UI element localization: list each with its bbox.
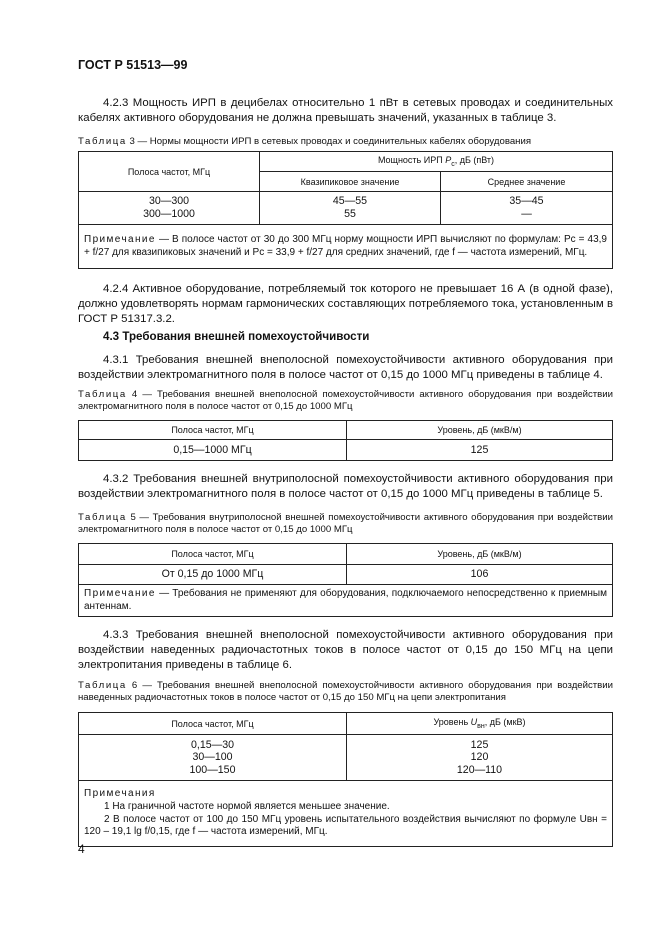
page-number: 4 <box>78 842 85 856</box>
table4 <box>78 420 613 461</box>
table4-caption-label: Таблица <box>78 389 127 400</box>
paragraph-4-2-3: 4.2.3 Мощность ИРП в децибелах относительно 1 пВт в сетевых проводах и соединительных кабелях активного оборудования не должна превышать значений, указанных в таблице 3. <box>78 97 613 125</box>
table3-band-cell <box>79 192 260 225</box>
table4-row <box>79 440 613 461</box>
table6-band-cell <box>79 735 347 781</box>
table6-header-level-var: U <box>470 717 478 728</box>
table5-band: От 0,15 до 1000 МГц <box>79 565 347 585</box>
table6-header-level <box>347 713 613 735</box>
table3-header-avg: Среднее значение <box>441 172 613 192</box>
table6-notes <box>79 781 613 847</box>
paragraph-4-3-3: 4.3.3 Требования внешней внеполосной помехоустойчивости активного оборудования при воздействии наведенных радиочастотных токов в полосе частот от 0,15 до 150 МГц на цепи электропитания приведены в таблице 6. <box>78 629 613 672</box>
table5-caption <box>78 512 613 537</box>
table3-header-power-suffix: , дБ (пВт) <box>454 155 495 166</box>
table3-quasi-cell <box>260 192 441 225</box>
table3-header-power-prefix: Мощность ИРП <box>377 155 446 166</box>
table6-level-value: 120 <box>470 751 489 764</box>
table3-caption-text: 3 — Нормы мощности ИРП в сетевых проводах и соединительных кабелях оборудования <box>129 136 532 147</box>
table4-level: 125 <box>347 440 613 461</box>
table6-level-cell <box>347 735 613 781</box>
table6-body-row <box>79 735 613 781</box>
table3-header-power <box>260 152 613 172</box>
table3-header-power-var: P <box>445 155 452 166</box>
table5-level: 106 <box>347 565 613 585</box>
table5-row <box>79 565 613 585</box>
paragraph-4-2-4: 4.2.4 Активное оборудование, потребляемый ток которого не превышает 16 А (в одной фазе), должно удовлетворять нормам гармонических составляющих потребляемого тока, установленным в ГОСТ Р 51317.3.2. <box>78 283 613 326</box>
table6-header-level-sub: вн <box>477 722 485 730</box>
table3-avg-value: 35—45 <box>509 195 544 208</box>
table3-header-quasi: Квазипиковое значение <box>260 172 441 192</box>
table6-header-band: Полоса частот, МГц <box>79 713 347 735</box>
table6-header-level-suffix: , дБ (мкВ) <box>484 717 526 728</box>
table4-band: 0,15—1000 МГц <box>79 440 347 461</box>
table6-header-level-prefix: Уровень <box>433 717 471 728</box>
table6-level-value: 120—110 <box>456 763 503 776</box>
table5-note-label: Примечание <box>84 587 156 599</box>
table6 <box>78 712 613 847</box>
table5 <box>78 543 613 617</box>
table6-band-value: 0,15—30 <box>191 738 234 751</box>
paragraph-4-3-2: 4.3.2 Требования внешней внутриполосной помехоустойчивости активного оборудования при воздействии электромагнитного поля в полосе частот от 0,15 до 1000 МГц приведены в таблице 5. <box>78 473 613 501</box>
table6-note-2: 2 В полосе частот от 100 до 150 МГц уровень испытательного воздействия вычисляют по формуле Uвн = 120 – 19,1 lg f/0,15, где f — частота измерений, МГц. <box>84 813 607 838</box>
table5-caption-label: Таблица <box>78 512 127 523</box>
table3-avg-value: — <box>521 208 532 220</box>
table3-avg-cell <box>441 192 613 225</box>
table4-header-band: Полоса частот, МГц <box>79 421 347 440</box>
table6-level-value: 125 <box>470 738 489 751</box>
paragraph-4-3-1: 4.3.1 Требования внешней внеполосной помехоустойчивости активного оборудования при воздействии электромагнитного поля в полосе частот от 0,15 до 1000 МГц приведены в таблице 4. <box>78 354 613 382</box>
table3-caption-label: Таблица <box>78 136 127 147</box>
document-header: ГОСТ Р 51513—99 <box>78 58 188 72</box>
table6-caption-text: 6 — Требования внешней внеполосной помехоустойчивости активного оборудования при воздействии наведенных радиочастотных токов в полосе частот от 0,15 до 150 МГц на цепи электропитания <box>78 680 613 704</box>
table6-note-1: 1 На граничной частоте нормой является меньшее значение. <box>104 800 390 812</box>
table5-header-level: Уровень, дБ (мкВ/м) <box>347 544 613 565</box>
table6-caption-label: Таблица <box>78 680 127 691</box>
table3-band-value: 300—1000 <box>143 208 195 220</box>
table6-caption <box>78 680 613 705</box>
table6-band-value: 30—100 <box>192 751 233 764</box>
table3-quasi-value: 45—55 <box>332 195 368 208</box>
table5-header-band: Полоса частот, МГц <box>79 544 347 565</box>
table3-band-value: 30—300 <box>148 195 190 208</box>
table3-note <box>79 225 613 269</box>
table4-header-level: Уровень, дБ (мкВ/м) <box>347 421 613 440</box>
table3-note-text: — В полосе частот от 30 до 300 МГц норму мощности ИРП вычисляют по формулам: Pc = 43,9 + f/27 для квазипиковых значений и Pc = 33,9 + f/27 для средних значений, где f — частота измерений, МГц. <box>84 233 607 258</box>
table3 <box>78 151 613 269</box>
section-heading-4-3: 4.3 Требования внешней помехоустойчивости <box>103 330 370 343</box>
table4-caption-text: 4 — Требования внешней внеполосной помехоустойчивости активного оборудования при воздействии электромагнитного поля в полосе частот от 0,15 до 1000 МГц <box>78 389 613 413</box>
table5-note-text: — Требования не применяют для оборудования, подключаемого непосредственно к приемным антеннам. <box>84 587 607 612</box>
table6-band-value: 100—150 <box>189 763 236 776</box>
table3-caption <box>78 136 613 148</box>
table5-note <box>79 585 613 617</box>
table6-notes-label: Примечания <box>84 788 156 800</box>
table4-caption <box>78 389 613 414</box>
table3-note-label: Примечание <box>84 233 156 245</box>
table5-caption-text: 5 — Требования внутриполосной внешней помехоустойчивости активного оборудования при воздействии электромагнитного поля в полосе частот от 0,15 до 1000 МГц <box>78 512 613 536</box>
table3-header-power-sub: c <box>451 160 455 168</box>
table3-header-band: Полоса частот, МГц <box>79 152 260 192</box>
table3-body-row <box>79 192 613 225</box>
table3-quasi-value: 55 <box>344 208 356 220</box>
